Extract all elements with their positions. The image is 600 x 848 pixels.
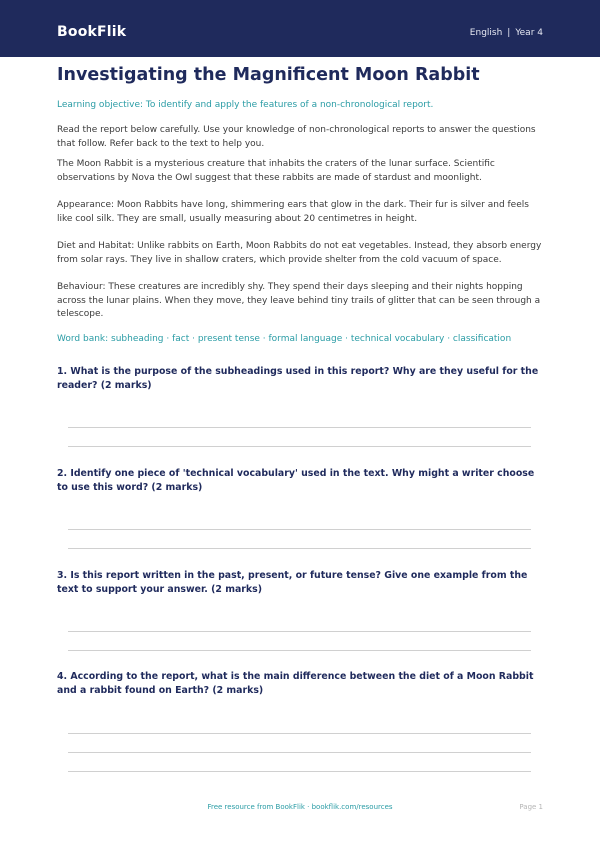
learning-objective: Learning objective: To identify and apply the features of a non-chronological report. xyxy=(57,100,434,110)
intro-paragraph: Read the report below carefully. Use your knowledge of non-chronological reports to answer the questions that follow. Refer back to the text to help you. xyxy=(57,125,536,149)
question-3: 3. Is this report written in the past, present, or future tense? Give one example from the text to support your answer. (2 marks) xyxy=(57,570,528,595)
answer-line[interactable] xyxy=(68,427,531,428)
page-number: Page 1 xyxy=(519,803,543,811)
answer-line[interactable] xyxy=(68,631,531,632)
word-bank: Word bank: subheading · fact · present tense · formal language · technical vocabulary · classification xyxy=(57,334,512,344)
question-4: 4. According to the report, what is the main difference between the diet of a Moon Rabbit and a rabbit found on Earth? (2 marks) xyxy=(57,671,534,696)
report-paragraph: Appearance: Moon Rabbits have long, shimmering ears that glow in the dark. Their fur is silver and feels like cool silk. They are small, usually measuring about 20 centimetres in height. xyxy=(57,200,529,224)
answer-line[interactable] xyxy=(68,446,531,447)
report-paragraph: The Moon Rabbit is a mysterious creature that inhabits the craters of the lunar surface. Scientific observations by Nova the Owl suggest that these rabbits are made of stardust and moonlight. xyxy=(57,159,495,183)
brand-logo-text[interactable]: BookFlik xyxy=(57,24,127,40)
answer-line[interactable] xyxy=(68,529,531,530)
subject-year-label xyxy=(470,28,543,38)
report-paragraph: Diet and Habitat: Unlike rabbits on Earth, Moon Rabbits do not eat vegetables. Instead, they absorb energy from solar rays. They live in shallow craters, which provide shelter from the cold vacuum of space. xyxy=(57,241,542,265)
question-2: 2. Identify one piece of 'technical vocabulary' used in the text. Why might a writer choose to use this word? (2 marks) xyxy=(57,468,535,493)
footer-link[interactable]: Free resource from BookFlik · bookflik.com/resources xyxy=(207,803,393,811)
answer-line[interactable] xyxy=(68,650,531,651)
answer-line[interactable] xyxy=(68,752,531,753)
answer-line[interactable] xyxy=(68,733,531,734)
subject-label: English xyxy=(469,28,503,38)
answer-line[interactable] xyxy=(68,548,531,549)
answer-line[interactable] xyxy=(68,771,531,772)
crumb-separator: | xyxy=(507,28,511,38)
question-1: 1. What is the purpose of the subheadings used in this report? Why are they useful for the reader? (2 marks) xyxy=(57,366,539,391)
page-title: Investigating the Magnificent Moon Rabbit xyxy=(57,65,480,85)
header-bar xyxy=(0,0,600,57)
report-paragraph: Behaviour: These creatures are incredibly shy. They spend their days sleeping and their nights hopping across the lunar plains. When they move, they leave behind tiny trails of glitter that can be seen through a telescope. xyxy=(57,282,541,319)
year-label: Year 4 xyxy=(515,28,543,38)
